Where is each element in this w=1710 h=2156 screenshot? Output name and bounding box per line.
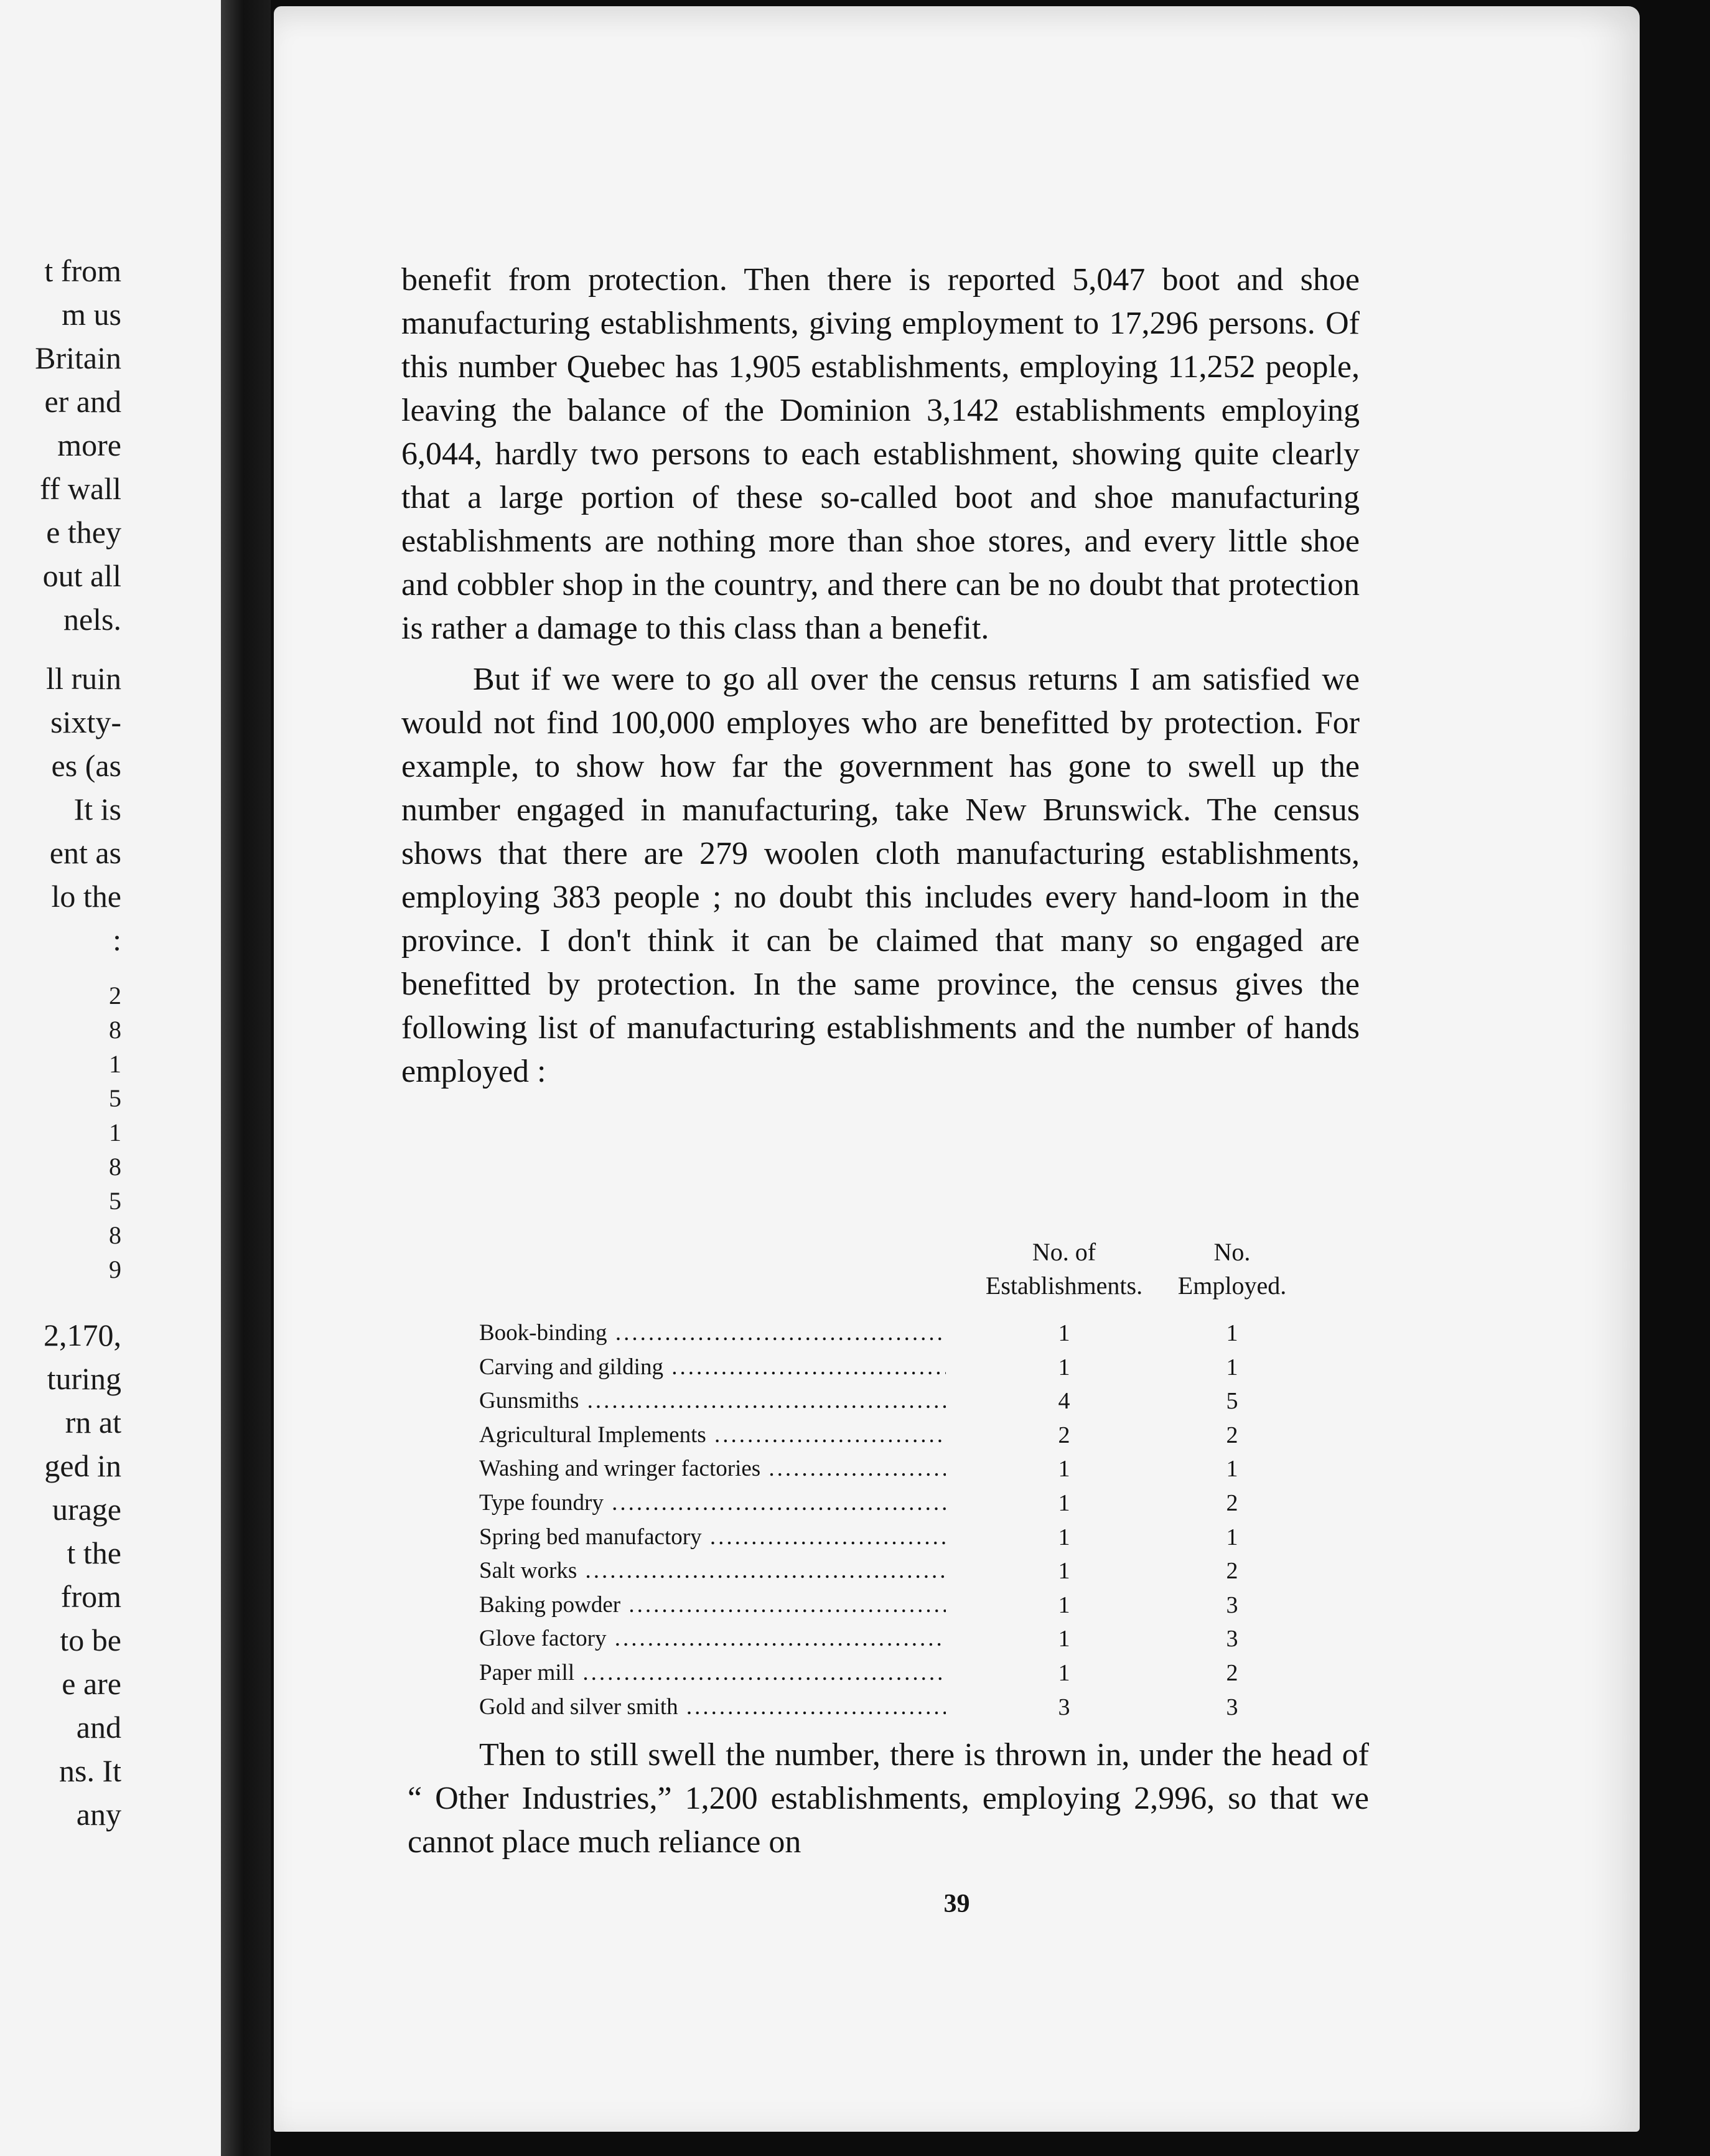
book-gutter: [221, 0, 271, 2156]
left-page-fragment: to be: [60, 1623, 121, 1657]
left-page-fragment: 1: [109, 1118, 121, 1146]
table-row: [479, 1690, 1325, 1725]
industry-cell: Washing and wringer factories .....: [479, 1452, 946, 1486]
industry-cell: Gunsmiths .....: [479, 1384, 946, 1418]
left-page-edge: [0, 0, 221, 2156]
table-row: [479, 1554, 1325, 1588]
table-row: [479, 1588, 1325, 1623]
table-row: [479, 1351, 1325, 1385]
paragraph-2: But if we were to go all over the census returns I am satisfied we would not find 100,000 employes who are benefitted by protection. For example, to show how far the government has gone to swell up the number engaged in manufacturing, take New Brunswick. The census shows that there are 279 woolen cloth manufacturing establishments, employing 383 people ; no doubt this includes every hand-loom in the province. I don't think it can be claimed that many so engaged are benefitted by protection. In the same province, the census gives the following list of manufacturing establishments and the number of hands employed :: [401, 662, 1360, 1089]
left-page-fragment: sixty-: [50, 705, 121, 739]
establishments-cell: 1: [1058, 1354, 1070, 1380]
header-establishments-line-2: Establishments.: [985, 1272, 1143, 1300]
employed-cell: 2: [1226, 1558, 1238, 1585]
paragraph-1: benefit from protection. Then there is reported 5,047 boot and shoe manufacturing establishments, giving employment to 17,296 persons. Of this number Quebec has 1,905 establishments, employing 11,252 people, leaving the balance of the Dominion 3,142 establishments employing 6,044, hardly two persons to each establishment, showing quite clearly that a large portion of these so-called boot and shoe manufacturing establishments are nothing more than shoe stores, and every little shoe and cobbler shop in the country, and there can be no doubt that protection is rather a damage to this class than a benefit.: [401, 262, 1360, 646]
industry-cell: Paper mill .....: [479, 1656, 946, 1690]
employed-cell: 2: [1226, 1489, 1238, 1516]
industry-cell: Book-binding .....: [479, 1316, 946, 1351]
employed-cell: 1: [1226, 1524, 1238, 1550]
table-row: [479, 1656, 1325, 1690]
left-page-fragment: 1: [109, 1050, 121, 1078]
left-page-fragment: turing: [47, 1361, 121, 1396]
left-page-fragment: Britain: [35, 340, 121, 375]
left-page-fragment: nels.: [63, 602, 121, 637]
establishments-cell: 1: [1058, 1320, 1070, 1346]
table-row: [479, 1316, 1325, 1351]
header-establishments: [965, 1235, 1164, 1303]
table-row: [479, 1622, 1325, 1656]
left-page-fragment: ent as: [49, 835, 121, 870]
left-page-fragment: 2: [109, 982, 121, 1010]
establishments-cell: 1: [1058, 1626, 1070, 1652]
left-page-fragment: 5: [109, 1187, 121, 1215]
left-page-fragment: lo the: [51, 879, 121, 914]
employed-cell: 2: [1226, 1659, 1238, 1686]
table-rows: [479, 1316, 1325, 1724]
table-row: [479, 1486, 1325, 1521]
table-row: [479, 1521, 1325, 1555]
establishments-cell: 1: [1058, 1524, 1070, 1550]
table-row: [479, 1452, 1325, 1486]
left-page-fragment: ff wall: [40, 471, 121, 506]
left-page-fragment: more: [57, 428, 121, 462]
industry-cell: Salt works .....: [479, 1554, 946, 1588]
header-employed: [1164, 1235, 1301, 1303]
employed-cell: 5: [1226, 1388, 1238, 1415]
left-page-fragment: er and: [44, 384, 121, 419]
establishments-cell: 3: [1058, 1694, 1070, 1720]
employed-cell: 3: [1226, 1694, 1238, 1720]
table-row: [479, 1418, 1325, 1453]
left-page-fragment: 2,170,: [44, 1318, 121, 1352]
left-page-fragment: 9: [109, 1255, 121, 1283]
industry-cell: Gold and silver smith .....: [479, 1690, 946, 1725]
right-page: [274, 6, 1640, 2132]
left-page-fragment: e they: [46, 515, 121, 550]
closing-paragraph: Then to still swell the number, there is thrown in, under the head of “ Other Industries,” 1,200 establishments, employing 2,996, so that we cannot place much reliance on: [408, 1737, 1369, 1860]
left-page-fragment: 8: [109, 1016, 121, 1044]
employed-cell: 3: [1226, 1591, 1238, 1618]
establishments-cell: 1: [1058, 1591, 1070, 1618]
header-employed-line-2: Employed.: [1177, 1272, 1287, 1300]
industry-cell: Agricultural Implements .....: [479, 1418, 946, 1453]
industry-cell: Baking powder .....: [479, 1588, 946, 1623]
left-page-fragment: t the: [67, 1535, 121, 1570]
left-page-fragment: es (as: [51, 748, 121, 783]
header-establishments-line-1: No. of: [1032, 1238, 1096, 1266]
left-page-fragment: rn at: [65, 1405, 121, 1440]
left-page-fragment: :: [113, 922, 121, 957]
left-page-fragment: 5: [109, 1084, 121, 1112]
establishments-cell: 2: [1058, 1422, 1070, 1448]
employed-cell: 2: [1226, 1422, 1238, 1448]
table-row: [479, 1384, 1325, 1418]
left-page-fragment: 8: [109, 1221, 121, 1249]
left-page-fragment: urage: [52, 1492, 121, 1527]
body-text: [401, 258, 1360, 1094]
employed-cell: 1: [1226, 1320, 1238, 1346]
employed-cell: 3: [1226, 1626, 1238, 1652]
industry-cell: Glove factory .....: [479, 1622, 946, 1656]
left-page-fragment: ged in: [44, 1448, 121, 1483]
left-page-fragment: and: [76, 1710, 121, 1745]
establishments-cell: 4: [1058, 1388, 1070, 1415]
establishments-cell: 1: [1058, 1456, 1070, 1483]
establishments-cell: 1: [1058, 1489, 1070, 1516]
left-page-fragment: ns. It: [59, 1753, 121, 1788]
left-page-fragment: t from: [44, 253, 121, 288]
employed-cell: 1: [1226, 1456, 1238, 1483]
employed-cell: 1: [1226, 1354, 1238, 1380]
header-employed-line-1: No.: [1213, 1238, 1251, 1266]
left-page-fragment: m us: [62, 297, 121, 332]
industry-cell: Spring bed manufactory .....: [479, 1521, 946, 1555]
left-page-fragment: out all: [42, 558, 121, 593]
industry-cell: Type foundry .....: [479, 1486, 946, 1521]
left-page-fragment: 8: [109, 1153, 121, 1181]
left-page-fragment: from: [60, 1579, 121, 1614]
establishments-cell: 1: [1058, 1659, 1070, 1686]
left-page-fragment: ll ruin: [46, 661, 121, 696]
page-number: 39: [943, 1890, 970, 1918]
left-page-fragment: e are: [62, 1666, 121, 1701]
establishments-cell: 1: [1058, 1558, 1070, 1585]
left-page-fragment: It is: [73, 792, 121, 827]
left-page-fragment: any: [76, 1797, 121, 1832]
industry-cell: Carving and gilding .....: [479, 1351, 946, 1385]
